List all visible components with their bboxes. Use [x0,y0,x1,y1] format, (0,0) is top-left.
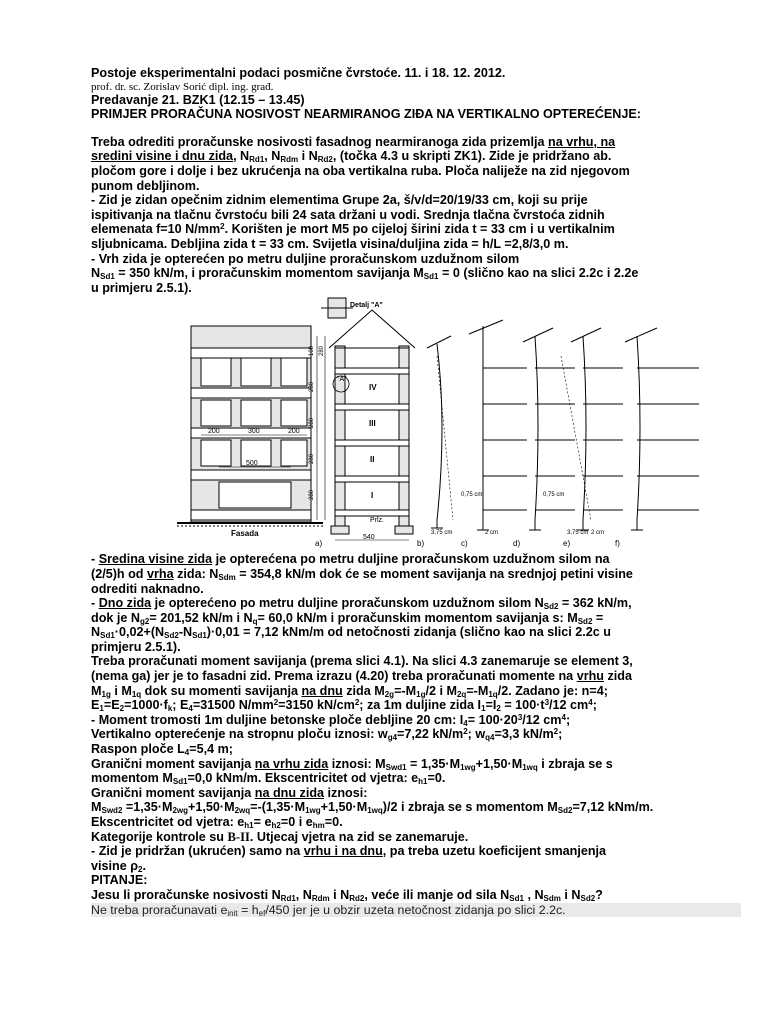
sub-label: f) [615,539,620,549]
detail-label: Detalj "A" [350,302,383,310]
facade-slab [191,348,311,358]
dim-label: 280 [319,346,325,357]
floor-slab [335,476,409,482]
building-figure [91,296,731,550]
facade-window [201,400,231,426]
roof-line [625,328,657,342]
sub-label: b) [417,539,425,549]
dim-label: 200 [208,428,220,436]
question-line: Jesu li proračunske nosivosti $N_{Rd1}$, $N_{Rdm}$ i $N_{Rd2}$, veće ili manje od sila $N_{Sd1}$ , $N_{Sdm}$ i $N_{Sd2}$? [91,887,603,903]
roof-line [571,328,601,342]
column [535,336,538,520]
body-line: Granični moment savijanja na dnu zida iznosi: [91,785,368,800]
document-page [91,66,731,917]
deformation-drawings [427,320,699,530]
floor-label: I [371,491,374,501]
ecc-label: 0,75 cm [461,492,483,499]
ground-label: Prlz. [370,517,384,525]
dim-label: 280 [309,382,315,393]
ecc-label: 3,75 cm [431,530,453,537]
facade-window [281,400,307,426]
floor-slab [335,510,409,516]
dim-label: 200 [288,428,300,436]
intro-line: $N_{Sd1} = 350$ kN/m, i proračunskim momentom savijanja $M_{Sd1} = 0$ (slično kao na slici 2.2c i 2.2e [91,266,639,282]
shift-label: 2 cm [591,530,605,537]
body-line: - Dno zida je opterećeno po metru duljine proračunskom uzdužnom silom $N_{Sd2} = 362$ kN/m, [91,596,632,612]
body-line: - Moment tromosti 1m duljine betonske ploče debljine 20 cm: $I_4= 100\cdot 20^3/12$ $cm^4$; [91,712,571,728]
dim-label: 280 [309,454,315,465]
sub-label: e) [563,539,571,549]
shift-label: 2 cm [485,530,499,537]
dim-label: 280 [309,418,315,429]
body-line: Granični moment savijanja na vrhu zida iznosi: $M_{Swd1} = 1,35\cdot M_{1wg}+1,50\cdot M_{1wq}$ i zbraja se s [91,756,613,772]
facade-window [241,358,271,386]
ecc-label: 3,75 cm [567,530,589,537]
column [637,336,640,520]
facade-window [201,358,231,386]
floor-label: III [369,419,376,429]
body-line: Vertikalno opterećenje na stropnu ploču iznosi: $w_{g4}=7,22$ $kN/m^2$; $w_{q4}=3,3$ $kN/m^2$; [91,727,563,743]
dim-label: 540 [363,534,375,542]
load-line [561,356,591,520]
lecture-line: Predavanje 21. BZK1 (12.15 – 13.45) [91,92,305,107]
facade-window [281,440,307,466]
roof-line [469,320,503,334]
frame-e [561,328,623,530]
sub-label: a) [315,539,323,549]
body-line: momentom $M_{Sd1}=0,0$ kNm/m. Ekscentricitet od vjetra: $e_{h1}=0$. [91,771,446,787]
facade-slab [191,388,311,398]
intro-line: punom debljinom. [91,178,200,193]
body-line: $M_{1g}$ i $M_{1q}$ dok su momenti savijanja na dnu zida $M_{2g}=-M_{1g}/2$ i $M_{2q}=-M_{1q}/2$. Zadano je: n=4; [91,683,608,699]
figure-svg [91,296,731,550]
dim-label: 300 [248,428,260,436]
intro-line: elemenata f=10 $N/mm^2$. Korišten je mort M5 po cijeloj širini zida t = 33 cm i u vertikalnim [91,222,615,237]
dim-label: 280 [309,490,315,501]
intro-line: pločom gore i dolje i bez ukrućenja na oba vertikalna ruba. Ploča naliježe na zid njegovom [91,163,630,178]
floor-label: II [370,455,375,465]
body-line: - Sredina visine zida je opterećena po metru duljine proračunskom uzdužnom silom na [91,552,610,567]
dim-label: 100 [309,346,315,357]
note-line: Ne treba proračunavati $e_{init} = h_{ef}/450$ jer je u obzir uzeta netočnost zidanja po slici 2.2c. [91,903,741,917]
dim-label: 500 [246,460,258,468]
frame-f [625,328,699,530]
body-line: Ekscentricitet od vjetra: $e_{h1}= e_{h2}=0$ i $e_{hm}=0$. [91,815,343,830]
facade-slab [191,470,311,480]
frame-d [523,328,575,530]
floor-label: IV [369,383,377,393]
point-label: "A" [337,376,347,384]
body-line: $M_{Swd2} =1,35\cdot M_{2wg}+1,50\cdot M_{2wq}=-(1,35\cdot M_{1wg}+1,50\cdot M_{1wq})/2$ i zbraja se s momentom $M_{Sd2}=7,12$ kNm/m. [91,800,654,816]
body-line: odrediti naknadno. [91,581,204,596]
roof-line [427,336,451,348]
body-line: - Zid je pridržan (ukrućen) samo na vrhu i na dnu, pa treba uzetu koeficijent smanjenja [91,844,607,859]
intro-line: ispitivanja na tlačnu čvrstoću bili 24 sata držani u vodi. Srednja tlačna čvrstoća zidnih [91,207,605,222]
body-line: Kategorije kontrole su B-II. Utjecaj vjetra na zid se zanemaruje. [91,829,469,844]
intro-line: Treba odrediti proračunske nosivosti fasadnog nearmiranoga zida prizemlja na vrhu, na [91,134,616,149]
intro-line: - Zid je zidan opečnim zidnim elementima Grupe 2a, š/v/d=20/19/33 cm, koji su prije [91,193,588,208]
floor-slab [335,404,409,410]
body-line: Treba proračunati moment savijanja (prema slici 4.1). Na slici 4.3 zanemaruje se element 3, [91,654,633,669]
floor-slab [335,368,409,374]
sub-label: c) [461,539,468,549]
foundation [395,526,413,534]
intro-line: u primjeru 2.5.1). [91,280,192,295]
body-line: dok je $N_{g2}= 201,52$ kN/m i $N_q= 60,0$ kN/m i proračunskim momentom savijanja s: $M_{Sd2}$ = [91,610,604,626]
body-line: primjeru 2.5.1). [91,639,181,654]
foundation [331,526,349,534]
sub-label: d) [513,539,521,549]
body-line: $E_1=E_2=1000\cdot f_k$; $E_4=31500$ $N/mm^2=3150$ $kN/cm^2$; za 1m duljine zida $I_1=I_2 = 100\cdot t^3/12$ $cm^4$; [91,698,597,714]
author-line: prof. dr. sc. Zorislav Sorić dipl. ing. građ. [91,80,274,93]
ecc-label: 0,75 cm [543,492,565,499]
intro-line: - Vrh zida je opterećen po metru duljine proračunskom uzdužnom silom [91,251,520,266]
facade-door [219,482,291,508]
intro-line: sljubnicama. Debljina zida t = 33 cm. Svijetla visina/duljina zida = h/L =2,8/3,0 m. [91,236,569,251]
facade-window [241,400,271,426]
intro-line: sredini visine i dnu zida, $N_{Rd1}$, $N_{Rdm}$ i $N_{Rd2}$, (točka 4.3 u skripti ZK1). Zide je pridržano ab. [91,149,612,165]
body-line: (2/5)h od vrha zida: $N_{Sdm} = 354,8$ kN/m dok će se moment savijanja na srednjoj petini visine [91,566,633,582]
column [583,336,586,520]
frame-c [469,320,527,530]
section-drawing [317,298,415,540]
frame-b [427,336,453,528]
header-line: Postoje eksperimentalni podaci posmične čvrstoće. 11. i 18. 12. 2012. [91,66,506,80]
question-heading: PITANJE: [91,873,148,888]
facade-slab [191,510,311,520]
body-line: Raspon ploče $L_4=5,4$ m; [91,742,233,758]
body-line: $N_{Sd1}\cdot 0,02+(N_{Sd2}-N_{Sd1})\cdot 0,01 = 7,12$ kNm/m od netočnosti zidanja (slično kao na slici 2.2c u [91,625,611,641]
column [437,344,442,520]
facade-label: Fasada [231,529,259,539]
floor-slab [335,440,409,446]
document-title: PRIMJER PRORAČUNA NOSIVOST NEARMIRANOG ZIĐA NA VERTIKALNO OPTEREĆENJE: [91,107,641,122]
facade-window [281,358,307,386]
body-line: visine $\rho_2$. [91,858,146,874]
body-line: (nema ga) jer je to fasadni zid. Prema izrazu (4.20) treba proračunati momente na vrhu zida [91,669,632,684]
roof-line [523,328,553,342]
facade-window [201,440,231,466]
facade-drawing [177,326,323,526]
